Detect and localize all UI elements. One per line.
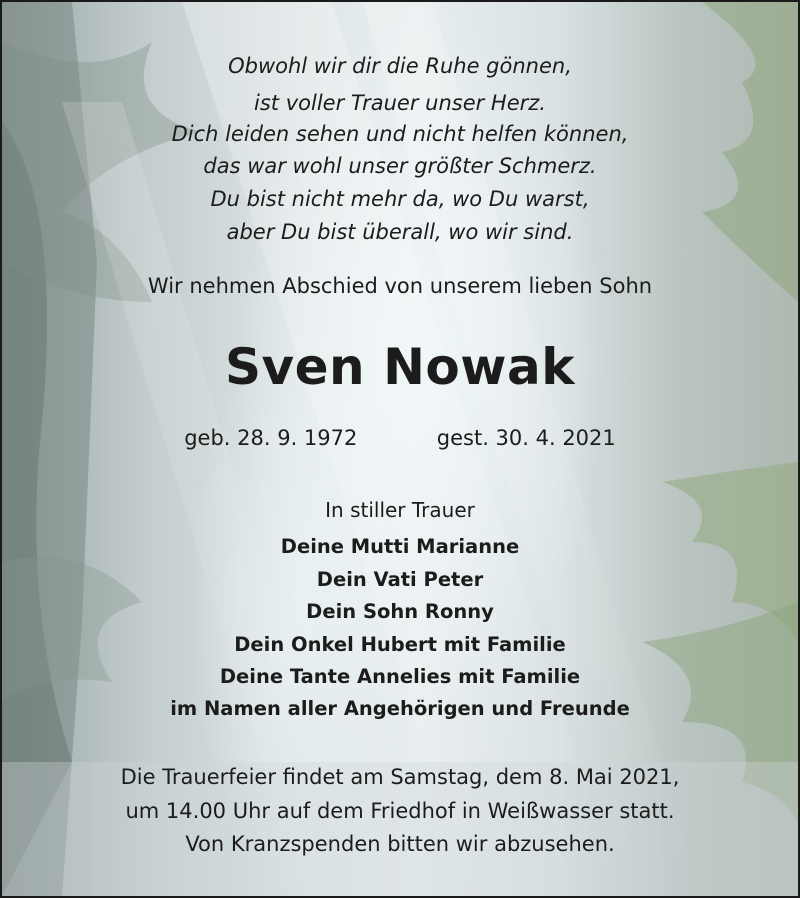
- funeral-info-line: um 14.00 Uhr auf dem Friedhof in Weißwasser statt.: [125, 799, 675, 823]
- family-member: Dein Vati Peter: [316, 568, 484, 591]
- funeral-info-line: Von Kranzspenden bitten wir abzusehen.: [185, 832, 615, 856]
- farewell-intro: Wir nehmen Abschied von unserem lieben Sohn: [147, 274, 653, 298]
- deceased-name: Sven Nowak: [225, 338, 575, 396]
- poem-line: ist voller Trauer unser Herz.: [254, 91, 546, 115]
- family-member: Deine Mutti Marianne: [280, 535, 520, 558]
- poem-line: Obwohl wir dir die Ruhe gönnen,: [228, 54, 572, 78]
- mourning-heading: In stiller Trauer: [325, 498, 475, 522]
- poem-line: aber Du bist überall, wo wir sind.: [226, 220, 574, 244]
- poem-line: das war wohl unser größter Schmerz.: [203, 154, 597, 178]
- family-member: im Namen aller Angehörigen und Freunde: [170, 697, 630, 720]
- life-dates: [2, 426, 798, 450]
- funeral-info-line: Die Trauerfeier findet am Samstag, dem 8. Mai 2021,: [120, 765, 680, 789]
- birth-date: geb. 28. 9. 1972: [184, 426, 358, 450]
- poem-line: Dich leiden sehen und nicht helfen können,: [171, 122, 629, 146]
- family-member: Dein Onkel Hubert mit Familie: [234, 633, 566, 656]
- family-member: Dein Sohn Ronny: [306, 600, 494, 623]
- death-date: gest. 30. 4. 2021: [436, 426, 616, 450]
- poem-line: Du bist nicht mehr da, wo Du warst,: [210, 187, 590, 211]
- obituary-text: [2, 2, 798, 896]
- family-member: Deine Tante Annelies mit Familie: [219, 665, 581, 688]
